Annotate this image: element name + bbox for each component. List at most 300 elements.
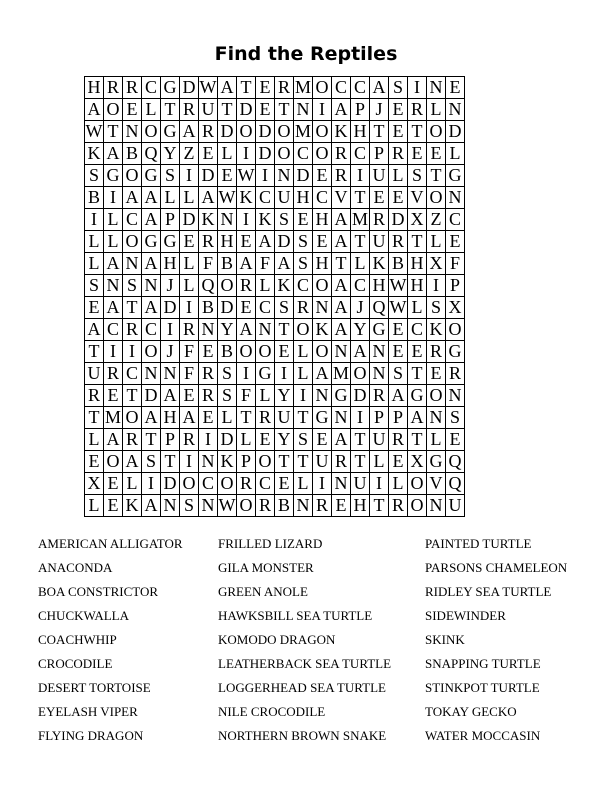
grid-cell[interactable]: H <box>313 209 332 231</box>
grid-cell[interactable]: A <box>332 99 351 121</box>
grid-cell[interactable]: K <box>370 253 389 275</box>
grid-cell[interactable]: S <box>389 363 408 385</box>
grid-cell[interactable]: A <box>142 407 161 429</box>
grid-cell[interactable]: M <box>332 363 349 383</box>
grid-cell[interactable]: E <box>237 231 256 253</box>
grid-cell[interactable]: S <box>218 363 237 385</box>
grid-cell[interactable]: G <box>370 319 389 341</box>
grid-cell[interactable]: L <box>123 473 142 495</box>
grid-cell[interactable]: A <box>313 363 332 385</box>
grid-cell[interactable]: L <box>180 187 199 209</box>
grid-cell[interactable]: D <box>180 209 199 231</box>
grid-cell[interactable]: S <box>427 297 446 319</box>
grid-cell[interactable]: S <box>408 165 427 187</box>
grid-cell[interactable]: S <box>161 165 180 187</box>
grid-cell[interactable]: S <box>180 495 199 517</box>
grid-cell[interactable]: X <box>408 451 427 473</box>
grid-cell[interactable]: I <box>294 385 313 407</box>
grid-cell[interactable]: I <box>142 473 161 495</box>
grid-cell[interactable]: O <box>427 385 446 407</box>
grid-cell[interactable]: T <box>142 429 161 451</box>
grid-cell[interactable]: B <box>199 297 218 319</box>
grid-cell[interactable]: G <box>104 165 123 187</box>
grid-cell[interactable]: A <box>199 187 218 209</box>
grid-cell[interactable]: F <box>199 253 218 275</box>
grid-cell[interactable]: M <box>294 121 311 141</box>
grid-cell[interactable]: E <box>256 429 275 451</box>
grid-cell[interactable]: I <box>237 209 256 231</box>
grid-cell[interactable]: T <box>351 429 370 451</box>
grid-cell[interactable]: N <box>294 99 313 121</box>
grid-cell[interactable]: C <box>446 209 465 231</box>
grid-cell[interactable]: N <box>313 297 332 319</box>
grid-cell[interactable]: N <box>427 77 446 99</box>
grid-cell[interactable]: Y <box>218 319 237 341</box>
grid-cell[interactable]: T <box>408 363 427 385</box>
grid-cell[interactable]: O <box>446 319 465 341</box>
grid-cell[interactable]: F <box>180 363 199 385</box>
grid-cell[interactable]: E <box>199 341 218 363</box>
grid-cell[interactable]: S <box>85 275 104 297</box>
grid-cell[interactable]: S <box>85 165 104 187</box>
grid-cell[interactable]: E <box>408 341 427 363</box>
grid-cell[interactable]: L <box>180 275 199 297</box>
grid-cell[interactable]: X <box>85 473 104 495</box>
grid-cell[interactable]: C <box>142 319 161 341</box>
grid-cell[interactable]: C <box>104 319 123 341</box>
grid-cell[interactable]: B <box>85 187 104 209</box>
grid-cell[interactable]: T <box>85 407 104 429</box>
grid-cell[interactable]: O <box>237 121 256 143</box>
grid-cell[interactable]: O <box>123 231 142 253</box>
grid-cell[interactable]: R <box>199 121 218 143</box>
grid-cell[interactable]: A <box>370 77 389 99</box>
grid-cell[interactable]: N <box>427 407 446 429</box>
grid-cell[interactable]: D <box>199 165 218 187</box>
grid-cell[interactable]: T <box>351 231 370 253</box>
grid-cell[interactable]: D <box>237 99 256 121</box>
grid-cell[interactable]: A <box>256 231 275 253</box>
grid-cell[interactable]: P <box>446 275 465 297</box>
grid-cell[interactable]: E <box>389 319 408 341</box>
grid-cell[interactable]: D <box>389 209 408 231</box>
grid-cell[interactable]: R <box>408 99 427 121</box>
grid-cell[interactable]: H <box>161 407 180 429</box>
grid-cell[interactable]: Q <box>370 297 389 319</box>
grid-cell[interactable]: T <box>351 187 370 209</box>
grid-cell[interactable]: T <box>427 165 446 187</box>
grid-cell[interactable]: L <box>294 341 313 363</box>
grid-cell[interactable]: R <box>389 429 408 451</box>
grid-cell[interactable]: X <box>446 297 465 319</box>
grid-cell[interactable]: A <box>332 429 351 451</box>
grid-cell[interactable]: R <box>256 407 275 429</box>
grid-cell[interactable]: O <box>256 341 275 363</box>
grid-cell[interactable]: R <box>256 495 275 517</box>
grid-cell[interactable]: R <box>427 341 446 363</box>
grid-cell[interactable]: G <box>161 231 180 253</box>
grid-cell[interactable]: V <box>427 473 446 495</box>
grid-cell[interactable]: C <box>142 77 161 99</box>
grid-cell[interactable]: U <box>275 187 294 209</box>
grid-cell[interactable]: A <box>142 209 161 231</box>
grid-cell[interactable]: D <box>351 385 370 407</box>
grid-cell[interactable]: E <box>389 451 408 473</box>
grid-cell[interactable]: E <box>180 231 199 253</box>
grid-cell[interactable]: N <box>218 209 237 231</box>
grid-cell[interactable]: R <box>389 231 408 253</box>
grid-cell[interactable]: L <box>180 253 199 275</box>
grid-cell[interactable]: T <box>332 253 351 275</box>
grid-cell[interactable]: W <box>389 297 407 317</box>
grid-cell[interactable]: F <box>180 341 199 363</box>
grid-cell[interactable]: E <box>85 297 104 319</box>
grid-cell[interactable]: R <box>123 429 142 451</box>
grid-cell[interactable]: A <box>332 319 351 341</box>
grid-cell[interactable]: W <box>218 495 236 515</box>
grid-cell[interactable]: P <box>161 429 180 451</box>
grid-cell[interactable]: H <box>218 231 237 253</box>
grid-cell[interactable]: E <box>446 231 465 253</box>
grid-cell[interactable]: O <box>237 495 256 517</box>
grid-cell[interactable]: N <box>332 407 351 429</box>
grid-cell[interactable]: T <box>123 385 142 407</box>
grid-cell[interactable]: H <box>351 495 370 517</box>
grid-cell[interactable]: H <box>161 253 180 275</box>
grid-cell[interactable]: S <box>389 77 408 99</box>
grid-cell[interactable]: G <box>142 231 161 253</box>
grid-cell[interactable]: J <box>161 275 180 297</box>
grid-cell[interactable]: N <box>446 187 465 209</box>
grid-cell[interactable]: C <box>313 187 332 209</box>
grid-cell[interactable]: O <box>142 121 161 143</box>
grid-cell[interactable]: D <box>142 385 161 407</box>
grid-cell[interactable]: O <box>218 275 237 297</box>
grid-cell[interactable]: G <box>332 385 351 407</box>
grid-cell[interactable]: S <box>275 297 294 319</box>
grid-cell[interactable]: W <box>218 187 236 207</box>
grid-cell[interactable]: K <box>332 121 351 143</box>
grid-cell[interactable]: T <box>161 99 180 121</box>
grid-cell[interactable]: A <box>142 495 161 517</box>
grid-cell[interactable]: R <box>123 77 142 99</box>
grid-cell[interactable]: R <box>180 319 199 341</box>
grid-cell[interactable]: L <box>446 143 465 165</box>
grid-cell[interactable]: D <box>256 121 275 143</box>
grid-cell[interactable]: H <box>85 77 104 99</box>
grid-cell[interactable]: L <box>370 451 389 473</box>
grid-cell[interactable]: X <box>427 253 446 275</box>
grid-cell[interactable]: D <box>446 121 465 143</box>
grid-cell[interactable]: U <box>370 429 389 451</box>
grid-cell[interactable]: H <box>294 187 313 209</box>
grid-cell[interactable]: N <box>332 341 351 363</box>
grid-cell[interactable]: E <box>104 473 123 495</box>
grid-cell[interactable]: Z <box>427 209 446 231</box>
grid-cell[interactable]: X <box>408 209 427 231</box>
grid-cell[interactable]: B <box>389 253 408 275</box>
grid-cell[interactable]: P <box>370 407 389 429</box>
grid-cell[interactable]: E <box>389 121 408 143</box>
grid-cell[interactable]: M <box>104 407 121 427</box>
grid-cell[interactable]: I <box>275 363 294 385</box>
grid-cell[interactable]: Q <box>446 473 465 495</box>
grid-cell[interactable]: P <box>351 99 370 121</box>
grid-cell[interactable]: L <box>161 187 180 209</box>
grid-cell[interactable]: R <box>123 319 142 341</box>
grid-cell[interactable]: A <box>351 341 370 363</box>
grid-cell[interactable]: L <box>389 473 408 495</box>
grid-cell[interactable]: E <box>446 429 465 451</box>
grid-cell[interactable]: L <box>408 297 427 319</box>
grid-cell[interactable]: M <box>294 77 311 97</box>
grid-cell[interactable]: O <box>275 143 294 165</box>
grid-cell[interactable]: A <box>85 99 104 121</box>
grid-cell[interactable]: I <box>180 451 199 473</box>
grid-cell[interactable]: E <box>332 495 351 517</box>
grid-cell[interactable]: E <box>237 297 256 319</box>
grid-cell[interactable]: I <box>85 209 104 231</box>
grid-cell[interactable]: J <box>351 297 370 319</box>
grid-cell[interactable]: S <box>446 407 465 429</box>
grid-cell[interactable]: A <box>332 275 351 297</box>
grid-cell[interactable]: K <box>123 495 142 517</box>
grid-cell[interactable]: L <box>389 165 408 187</box>
grid-cell[interactable]: T <box>408 231 427 253</box>
grid-cell[interactable]: N <box>104 275 123 297</box>
grid-cell[interactable]: E <box>294 209 313 231</box>
grid-cell[interactable]: E <box>313 231 332 253</box>
grid-cell[interactable]: N <box>427 495 446 517</box>
grid-cell[interactable]: L <box>142 99 161 121</box>
grid-cell[interactable]: K <box>313 319 332 341</box>
grid-cell[interactable]: L <box>85 495 104 517</box>
grid-cell[interactable]: A <box>408 407 427 429</box>
grid-cell[interactable]: A <box>332 231 351 253</box>
grid-cell[interactable]: E <box>313 165 332 187</box>
grid-cell[interactable]: N <box>199 495 218 517</box>
grid-cell[interactable]: N <box>275 165 294 187</box>
grid-cell[interactable]: T <box>218 99 237 121</box>
grid-cell[interactable]: Z <box>180 143 199 165</box>
grid-cell[interactable]: L <box>218 143 237 165</box>
grid-cell[interactable]: V <box>332 187 351 209</box>
grid-cell[interactable]: C <box>123 209 142 231</box>
grid-cell[interactable]: T <box>123 297 142 319</box>
grid-cell[interactable]: D <box>180 77 199 99</box>
grid-cell[interactable]: L <box>427 429 446 451</box>
grid-cell[interactable]: F <box>446 253 465 275</box>
grid-cell[interactable]: L <box>256 275 275 297</box>
grid-cell[interactable]: E <box>389 99 408 121</box>
grid-cell[interactable]: E <box>408 143 427 165</box>
grid-cell[interactable]: O <box>408 495 427 517</box>
grid-cell[interactable]: I <box>351 407 370 429</box>
grid-cell[interactable]: E <box>180 385 199 407</box>
grid-cell[interactable]: R <box>85 385 104 407</box>
grid-cell[interactable]: T <box>351 451 370 473</box>
grid-cell[interactable]: R <box>389 495 408 517</box>
grid-cell[interactable]: P <box>370 143 389 165</box>
grid-cell[interactable]: C <box>256 297 275 319</box>
grid-cell[interactable]: N <box>370 363 389 385</box>
grid-cell[interactable]: S <box>123 275 142 297</box>
grid-cell[interactable]: R <box>332 143 351 165</box>
grid-cell[interactable]: L <box>104 231 123 253</box>
grid-cell[interactable]: D <box>275 231 294 253</box>
grid-cell[interactable]: L <box>427 231 446 253</box>
grid-cell[interactable]: L <box>294 473 313 495</box>
grid-cell[interactable]: O <box>218 473 237 495</box>
grid-cell[interactable]: K <box>218 451 237 473</box>
grid-cell[interactable]: S <box>294 253 313 275</box>
grid-cell[interactable]: O <box>351 363 370 385</box>
grid-cell[interactable]: E <box>104 495 123 517</box>
grid-cell[interactable]: W <box>85 121 103 141</box>
grid-cell[interactable]: G <box>446 341 465 363</box>
grid-cell[interactable]: C <box>332 77 351 99</box>
grid-cell[interactable]: U <box>370 165 389 187</box>
grid-cell[interactable]: S <box>275 209 294 231</box>
grid-cell[interactable]: R <box>199 363 218 385</box>
grid-cell[interactable]: W <box>199 77 217 97</box>
grid-cell[interactable]: L <box>256 385 275 407</box>
grid-cell[interactable]: O <box>142 341 161 363</box>
grid-cell[interactable]: O <box>180 473 199 495</box>
grid-cell[interactable]: T <box>294 451 313 473</box>
grid-cell[interactable]: R <box>446 363 465 385</box>
grid-cell[interactable]: E <box>389 341 408 363</box>
grid-cell[interactable]: O <box>294 319 313 341</box>
grid-cell[interactable]: N <box>161 495 180 517</box>
grid-cell[interactable]: B <box>218 253 237 275</box>
grid-cell[interactable]: Q <box>446 451 465 473</box>
grid-cell[interactable]: G <box>408 385 427 407</box>
grid-cell[interactable]: U <box>370 231 389 253</box>
grid-cell[interactable]: R <box>370 209 389 231</box>
grid-cell[interactable]: O <box>313 275 332 297</box>
grid-cell[interactable]: L <box>104 209 123 231</box>
grid-cell[interactable]: O <box>104 99 123 121</box>
grid-cell[interactable]: Y <box>351 319 370 341</box>
grid-cell[interactable]: D <box>256 143 275 165</box>
grid-cell[interactable]: U <box>199 99 218 121</box>
grid-cell[interactable]: D <box>161 297 180 319</box>
grid-cell[interactable]: I <box>199 429 218 451</box>
grid-cell[interactable]: R <box>180 429 199 451</box>
grid-cell[interactable]: E <box>389 187 408 209</box>
grid-cell[interactable]: T <box>294 407 313 429</box>
grid-cell[interactable]: L <box>218 407 237 429</box>
grid-cell[interactable]: U <box>85 363 104 385</box>
grid-cell[interactable]: E <box>313 429 332 451</box>
grid-cell[interactable]: L <box>85 231 104 253</box>
grid-cell[interactable]: E <box>275 473 294 495</box>
grid-cell[interactable]: S <box>218 385 237 407</box>
grid-cell[interactable]: S <box>294 429 313 451</box>
grid-cell[interactable]: U <box>313 451 332 473</box>
grid-cell[interactable]: I <box>180 165 199 187</box>
grid-cell[interactable]: G <box>427 451 446 473</box>
grid-cell[interactable]: S <box>142 451 161 473</box>
grid-cell[interactable]: W <box>237 165 255 185</box>
grid-cell[interactable]: E <box>446 77 465 99</box>
grid-cell[interactable]: A <box>237 253 256 275</box>
grid-cell[interactable]: J <box>161 341 180 363</box>
grid-cell[interactable]: A <box>104 143 123 165</box>
grid-cell[interactable]: L <box>85 429 104 451</box>
grid-cell[interactable]: P <box>389 407 408 429</box>
grid-cell[interactable]: R <box>332 165 351 187</box>
grid-cell[interactable]: G <box>313 407 332 429</box>
grid-cell[interactable]: J <box>370 99 389 121</box>
grid-cell[interactable]: O <box>237 341 256 363</box>
grid-cell[interactable]: R <box>104 363 123 385</box>
grid-cell[interactable]: N <box>313 385 332 407</box>
grid-cell[interactable]: R <box>199 385 218 407</box>
grid-cell[interactable]: G <box>142 165 161 187</box>
grid-cell[interactable]: N <box>123 253 142 275</box>
grid-cell[interactable]: V <box>408 187 427 209</box>
grid-cell[interactable]: K <box>275 275 294 297</box>
grid-cell[interactable]: A <box>332 209 351 231</box>
grid-cell[interactable]: I <box>370 473 389 495</box>
grid-cell[interactable]: A <box>142 253 161 275</box>
grid-cell[interactable]: E <box>370 187 389 209</box>
grid-cell[interactable]: E <box>427 363 446 385</box>
grid-cell[interactable]: O <box>427 121 446 143</box>
grid-cell[interactable]: C <box>294 143 313 165</box>
grid-cell[interactable]: D <box>218 121 237 143</box>
grid-cell[interactable]: E <box>104 385 123 407</box>
grid-cell[interactable]: A <box>104 297 123 319</box>
grid-cell[interactable]: G <box>256 363 275 385</box>
grid-cell[interactable]: K <box>237 187 256 209</box>
grid-cell[interactable]: N <box>294 495 313 517</box>
grid-cell[interactable]: L <box>351 253 370 275</box>
grid-cell[interactable]: L <box>427 99 446 121</box>
grid-cell[interactable]: Y <box>275 385 294 407</box>
grid-cell[interactable]: W <box>389 275 407 295</box>
grid-cell[interactable]: O <box>313 77 332 99</box>
grid-cell[interactable]: E <box>199 143 218 165</box>
grid-cell[interactable]: H <box>408 253 427 275</box>
grid-cell[interactable]: K <box>85 143 104 165</box>
grid-cell[interactable]: N <box>199 319 218 341</box>
grid-cell[interactable]: I <box>161 319 180 341</box>
grid-cell[interactable]: P <box>161 209 180 231</box>
grid-cell[interactable]: T <box>275 451 294 473</box>
grid-cell[interactable]: C <box>351 143 370 165</box>
grid-cell[interactable]: O <box>123 165 142 187</box>
grid-cell[interactable]: R <box>332 451 351 473</box>
grid-cell[interactable]: K <box>199 209 218 231</box>
grid-cell[interactable]: T <box>104 121 123 143</box>
grid-cell[interactable]: E <box>85 451 104 473</box>
grid-cell[interactable]: N <box>446 99 465 121</box>
grid-cell[interactable]: T <box>370 121 389 143</box>
grid-cell[interactable]: A <box>218 77 237 99</box>
grid-cell[interactable]: A <box>275 253 294 275</box>
grid-cell[interactable]: O <box>313 143 332 165</box>
grid-cell[interactable]: E <box>275 341 294 363</box>
grid-cell[interactable]: D <box>218 429 237 451</box>
grid-cell[interactable]: O <box>275 121 294 143</box>
grid-cell[interactable]: R <box>199 231 218 253</box>
grid-cell[interactable]: F <box>256 253 275 275</box>
grid-cell[interactable]: R <box>237 473 256 495</box>
grid-cell[interactable]: C <box>351 275 370 297</box>
